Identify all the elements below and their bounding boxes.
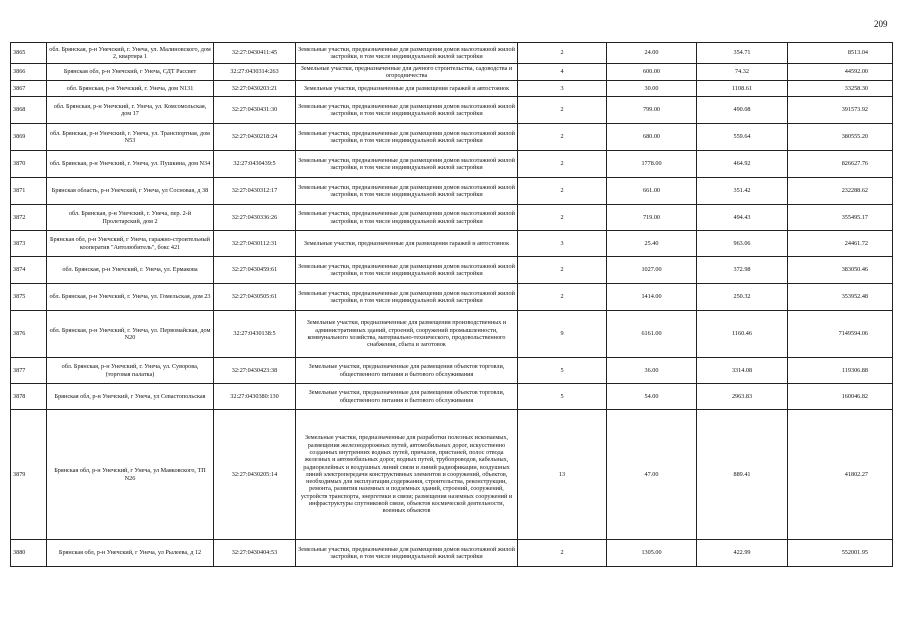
cadastral-value-cell: 41802.27 (788, 410, 893, 540)
row-number: 3872 (11, 205, 47, 231)
specific-value-cell: 3314.08 (697, 358, 788, 384)
address-cell: обл. Брянская, р-н Унечский, г. Унеча, дом N131 (47, 81, 214, 97)
cadastral-number-cell: 32:27:0430112:31 (214, 231, 296, 257)
area-cell: 25.40 (607, 231, 697, 257)
cadastral-value-cell: 552001.95 (788, 540, 893, 567)
address-cell: обл. Брянская, р-н Унечский, г. Унеча, ул. Комсомольская, дом 17 (47, 97, 214, 124)
cadastral-number-cell: 32:27:0430423:38 (214, 358, 296, 384)
area-cell: 600.00 (607, 64, 697, 81)
cadastral-value-cell: 391573.92 (788, 97, 893, 124)
address-cell: Брянская обл, р-н Унечский, г Унеча, СДТ Рассвет (47, 64, 214, 81)
cadastral-number-cell: 32:27:0430314:263 (214, 64, 296, 81)
table-row (11, 64, 893, 81)
land-use-cell: Земельные участки, предназначенные для дачного строительства, садоводства и огородничества (296, 64, 518, 81)
area-cell: 47.00 (607, 410, 697, 540)
address-cell: обл. Брянская, р-н Унечский, г. Унеча, ул. Пушкина, дом N34 (47, 151, 214, 178)
specific-value-cell: 494.43 (697, 205, 788, 231)
specific-value-cell: 74.32 (697, 64, 788, 81)
address-cell: Брянская обл, р-н Унечский, г Унеча, гаражно-строительный кооператив "Автолюбитель", бокс 421 (47, 231, 214, 257)
table-row (11, 311, 893, 358)
row-number: 3877 (11, 358, 47, 384)
cadastral-value-cell: 826627.76 (788, 151, 893, 178)
area-cell: 1414.00 (607, 284, 697, 311)
row-number: 3867 (11, 81, 47, 97)
use-group-cell: 2 (518, 124, 607, 151)
land-use-cell: Земельные участки, предназначенные для размещения домов малоэтажной жилой застройки, в том числе индивидуальной жилой застройки (296, 97, 518, 124)
land-use-cell: Земельные участки, предназначенные для разработки полезных ископаемых, размещения железнодорожных путей, автомобильных дорог, искусственно созданных внутренних водных путей, причалов, пристаней, полос отвода железных и автомобильных дорог, водных путей, трубопроводов, кабельных, радиорелейных и воздушных линий связи и линий радиофикации, воздушных линий электропередачи конструктивных элементов и сооружений, объектов, необходимых для эксплуатации,содержания, строительства, реконструкции, ремонта, развития наземных и подземных зданий, строений, сооружений, устройств транспорта, энергетики и связи; размещения наземных сооружений и инфраструктуры спутниковой связи, объектов космической деятельности, военных объектов (296, 410, 518, 540)
use-group-cell: 2 (518, 151, 607, 178)
row-number: 3874 (11, 257, 47, 284)
cadastral-number-cell: 32:27:0430411:45 (214, 43, 296, 64)
use-group-cell: 5 (518, 384, 607, 410)
specific-value-cell: 422.99 (697, 540, 788, 567)
row-number: 3875 (11, 284, 47, 311)
cadastral-value-cell: 355495.17 (788, 205, 893, 231)
address-cell: обл. Брянская, р-н Унечский, г. Унеча, ул. Транспортная, дом N53 (47, 124, 214, 151)
area-cell: 24.00 (607, 43, 697, 64)
row-number: 3873 (11, 231, 47, 257)
land-use-cell: Земельные участки, предназначенные для размещения объектов торговли, общественного питания и бытового обслуживания (296, 358, 518, 384)
cadastral-value-cell: 44592.00 (788, 64, 893, 81)
row-number: 3871 (11, 178, 47, 205)
area-cell: 1778.00 (607, 151, 697, 178)
specific-value-cell: 250.32 (697, 284, 788, 311)
cadastral-value-cell: 33258.30 (788, 81, 893, 97)
table-row (11, 384, 893, 410)
use-group-cell: 5 (518, 358, 607, 384)
table-row (11, 284, 893, 311)
cadastral-number-cell: 32:27:0430380:130 (214, 384, 296, 410)
area-cell: 6161.00 (607, 311, 697, 358)
specific-value-cell: 372.98 (697, 257, 788, 284)
land-use-cell: Земельные участки, предназначенные для размещения домов малоэтажной жилой застройки, в том числе индивидуальной жилой застройки (296, 151, 518, 178)
cadastral-value-cell: 24461.72 (788, 231, 893, 257)
table-row (11, 81, 893, 97)
specific-value-cell: 889.41 (697, 410, 788, 540)
specific-value-cell: 963.06 (697, 231, 788, 257)
use-group-cell: 3 (518, 231, 607, 257)
specific-value-cell: 490.08 (697, 97, 788, 124)
cadastral-number-cell: 32:27:0430203:21 (214, 81, 296, 97)
address-cell: обл. Брянская, р-н Унечский, г. Унеча, ул. Суворова, (торговая палатка) (47, 358, 214, 384)
area-cell: 661.00 (607, 178, 697, 205)
land-use-cell: Земельные участки, предназначенные для размещения домов малоэтажной жилой застройки, в том числе индивидуальной жилой застройки (296, 178, 518, 205)
use-group-cell: 3 (518, 81, 607, 97)
row-number: 3869 (11, 124, 47, 151)
land-use-cell: Земельные участки, предназначенные для размещения домов малоэтажной жилой застройки, в том числе индивидуальной жилой застройки (296, 124, 518, 151)
land-use-cell: Земельные участки, предназначенные для размещения домов малоэтажной жилой застройки, в том числе индивидуальной жилой застройки (296, 284, 518, 311)
table-row (11, 410, 893, 540)
cadastral-number-cell: 32:27:0430439:5 (214, 151, 296, 178)
use-group-cell: 2 (518, 284, 607, 311)
specific-value-cell: 1160.46 (697, 311, 788, 358)
cadastral-value-cell: 160046.82 (788, 384, 893, 410)
land-use-cell: Земельные участки, предназначенные для размещения домов малоэтажной жилой застройки, в том числе индивидуальной жилой застройки (296, 205, 518, 231)
row-number: 3868 (11, 97, 47, 124)
use-group-cell: 2 (518, 97, 607, 124)
row-number: 3879 (11, 410, 47, 540)
land-use-cell: Земельные участки, предназначенные для размещения гаражей и автостоянок (296, 231, 518, 257)
land-use-cell: Земельные участки, предназначенные для размещения гаражей и автостоянок (296, 81, 518, 97)
address-cell: обл. Брянская, р-н Унечский, г. Унеча, пер. 2-й Пролетарский, дом 2 (47, 205, 214, 231)
specific-value-cell: 351.42 (697, 178, 788, 205)
table-row (11, 178, 893, 205)
area-cell: 799.00 (607, 97, 697, 124)
table-row (11, 540, 893, 567)
use-group-cell: 9 (518, 311, 607, 358)
cadastral-valuation-table (10, 42, 893, 567)
use-group-cell: 2 (518, 178, 607, 205)
cadastral-number-cell: 32:27:0430505:61 (214, 284, 296, 311)
table-row (11, 124, 893, 151)
table-row (11, 97, 893, 124)
land-use-cell: Земельные участки, предназначенные для размещения производственных и административных зданий, строений, сооружений промышленности, коммунального хозяйства, материально-технического, продовольственного снабжения, сбыта и заготовок (296, 311, 518, 358)
area-cell: 680.00 (607, 124, 697, 151)
row-number: 3876 (11, 311, 47, 358)
row-number: 3870 (11, 151, 47, 178)
cadastral-number-cell: 32:27:0430404:53 (214, 540, 296, 567)
table-row (11, 257, 893, 284)
specific-value-cell: 1108.61 (697, 81, 788, 97)
address-cell: Брянская область, р-н Унечский, г Унеча, ул Сосновая, д 38 (47, 178, 214, 205)
row-number: 3866 (11, 64, 47, 81)
area-cell: 54.00 (607, 384, 697, 410)
use-group-cell: 2 (518, 43, 607, 64)
address-cell: обл. Брянская, р-н Унечский, г. Унеча, ул. Малиновского, дом 2, квартира 1 (47, 43, 214, 64)
cadastral-number-cell: 32:27:0430218:24 (214, 124, 296, 151)
address-cell: обл. Брянская, р-н Унечский, г. Унеча, ул. Ермакова (47, 257, 214, 284)
cadastral-value-cell: 353952.48 (788, 284, 893, 311)
land-use-cell: Земельные участки, предназначенные для размещения домов малоэтажной жилой застройки, в том числе индивидуальной жилой застройки (296, 540, 518, 567)
cadastral-value-cell: 119306.88 (788, 358, 893, 384)
land-use-cell: Земельные участки, предназначенные для размещения домов малоэтажной жилой застройки, в том числе индивидуальной жилой застройки (296, 43, 518, 64)
row-number: 3878 (11, 384, 47, 410)
use-group-cell: 13 (518, 410, 607, 540)
land-use-cell: Земельные участки, предназначенные для размещения объектов торговли, общественного питания и бытового обслуживания (296, 384, 518, 410)
table-row (11, 43, 893, 64)
address-cell: Брянская обл, р-н Унечский, г Унеча, ул Маяковского, ТП N26 (47, 410, 214, 540)
cadastral-value-cell: 383050.46 (788, 257, 893, 284)
address-cell: Брянская обл, р-н Унечский, г Унеча, ул Севастопольская (47, 384, 214, 410)
table-row (11, 358, 893, 384)
cadastral-value-cell: 380555.20 (788, 124, 893, 151)
area-cell: 30.00 (607, 81, 697, 97)
cadastral-number-cell: 32:27:0430336:26 (214, 205, 296, 231)
page-number: 209 (874, 19, 888, 29)
address-cell: Брянская обл, р-н Унечский, г Унеча, ул Рылеева, д 12 (47, 540, 214, 567)
table-row (11, 231, 893, 257)
row-number: 3865 (11, 43, 47, 64)
specific-value-cell: 559.64 (697, 124, 788, 151)
specific-value-cell: 2963.83 (697, 384, 788, 410)
cadastral-number-cell: 32:27:0430138:5 (214, 311, 296, 358)
address-cell: обл. Брянская, р-н Унечский, г. Унеча, ул. Первомайская, дом N20 (47, 311, 214, 358)
use-group-cell: 2 (518, 257, 607, 284)
specific-value-cell: 354.71 (697, 43, 788, 64)
cadastral-number-cell: 32:27:0430459:61 (214, 257, 296, 284)
table-row (11, 205, 893, 231)
cadastral-number-cell: 32:27:0430205:14 (214, 410, 296, 540)
cadastral-value-cell: 8513.04 (788, 43, 893, 64)
land-use-cell: Земельные участки, предназначенные для размещения домов малоэтажной жилой застройки, в том числе индивидуальной жилой застройки (296, 257, 518, 284)
specific-value-cell: 464.92 (697, 151, 788, 178)
area-cell: 1027.00 (607, 257, 697, 284)
table-row (11, 151, 893, 178)
row-number: 3880 (11, 540, 47, 567)
area-cell: 719.00 (607, 205, 697, 231)
cadastral-number-cell: 32:27:0430312:17 (214, 178, 296, 205)
area-cell: 36.00 (607, 358, 697, 384)
cadastral-value-cell: 232288.62 (788, 178, 893, 205)
use-group-cell: 4 (518, 64, 607, 81)
cadastral-value-cell: 7149594.06 (788, 311, 893, 358)
cadastral-number-cell: 32:27:0430431:30 (214, 97, 296, 124)
use-group-cell: 2 (518, 205, 607, 231)
area-cell: 1305.00 (607, 540, 697, 567)
use-group-cell: 2 (518, 540, 607, 567)
address-cell: обл. Брянская, р-н Унечский, г. Унеча, ул. Гомельская, дом 23 (47, 284, 214, 311)
